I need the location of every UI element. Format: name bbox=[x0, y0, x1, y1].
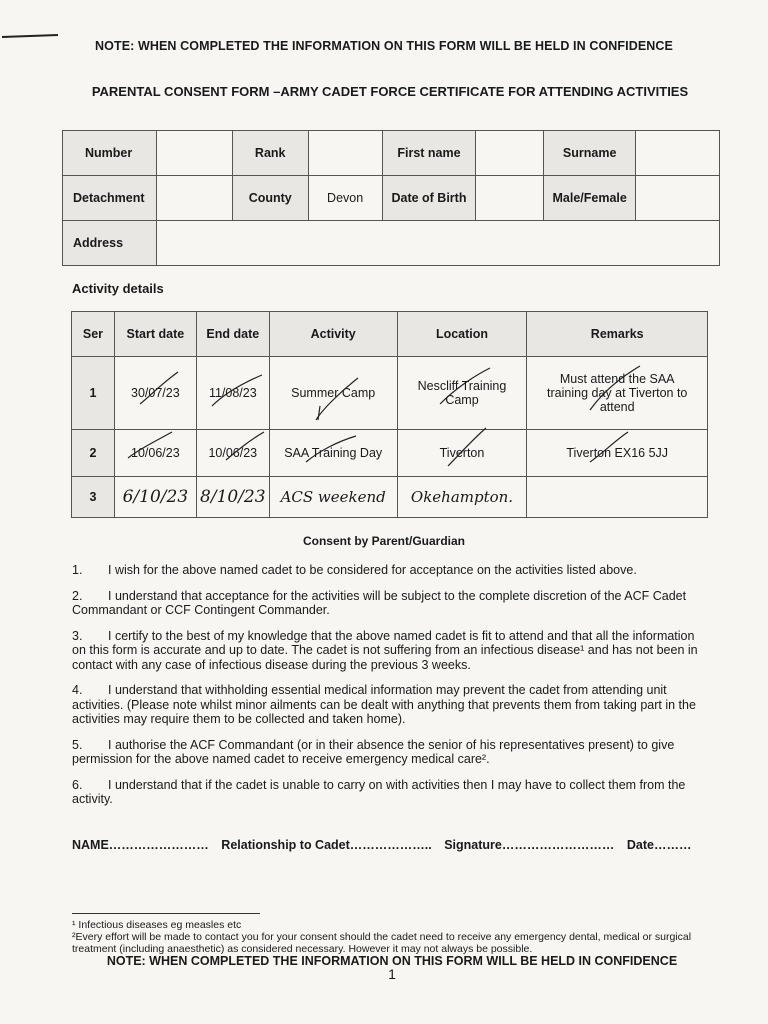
row-remarks[interactable]: Tiverton EX16 5JJ bbox=[527, 430, 708, 477]
clause-number: 2. bbox=[72, 588, 83, 603]
row-activity[interactable]: ACS weekend bbox=[269, 477, 397, 518]
clause-text: I understand that acceptance for the activities will be subject to the complete discretion of the ACF Cadet Commandant or CCF Contingent Commander. bbox=[72, 588, 687, 617]
row-location[interactable]: Okehampton. bbox=[397, 477, 527, 518]
header-start-date: Start date bbox=[114, 312, 196, 357]
rank-field[interactable] bbox=[308, 131, 382, 176]
row-location[interactable]: Nescliff Training Camp bbox=[397, 357, 527, 430]
header-activity: Activity bbox=[269, 312, 397, 357]
scan-mark bbox=[2, 34, 58, 38]
clause-text: I certify to the best of my knowledge that the above named cadet is fit to attend and that all the information on this form is accurate and up to date. The cadet is not suffering from an infectious disease¹ and has not been in contact with any case of infectious disease during the previous 3 weeks. bbox=[72, 628, 698, 672]
clause-number: 5. bbox=[72, 737, 83, 752]
surname-field[interactable] bbox=[636, 131, 720, 176]
header-end-date: End date bbox=[196, 312, 269, 357]
footnote-divider bbox=[72, 913, 260, 914]
address-field[interactable] bbox=[156, 221, 719, 266]
activity-details-heading: Activity details bbox=[72, 281, 164, 296]
sex-field[interactable] bbox=[636, 176, 720, 221]
number-label: Number bbox=[63, 131, 157, 176]
address-label: Address bbox=[63, 221, 157, 266]
header-remarks: Remarks bbox=[527, 312, 708, 357]
row-end-date[interactable]: 10/06/23 bbox=[196, 430, 269, 477]
list-item bbox=[72, 563, 700, 578]
table-row bbox=[72, 430, 708, 477]
relationship-field[interactable]: Relationship to Cadet……………….. bbox=[221, 838, 432, 852]
activity-table bbox=[71, 311, 708, 518]
row-end-date[interactable]: 8/10/23 bbox=[196, 477, 269, 518]
name-field[interactable]: NAME…………………… bbox=[72, 838, 209, 852]
header-ser: Ser bbox=[72, 312, 115, 357]
clause-text: I understand that if the cadet is unable to carry on with activities then I may have to collect them from the activity. bbox=[72, 777, 686, 806]
date-field[interactable]: Date……… bbox=[626, 838, 692, 852]
row-end-date[interactable]: 11/08/23 bbox=[196, 357, 269, 430]
number-field[interactable] bbox=[156, 131, 232, 176]
clause-text: I wish for the above named cadet to be considered for acceptance on the activities listed above. bbox=[108, 563, 637, 577]
header-location: Location bbox=[397, 312, 527, 357]
list-item bbox=[72, 589, 700, 618]
footnote-1: ¹ Infectious diseases eg measles etc bbox=[72, 919, 242, 931]
row-start-date[interactable]: 6/10/23 bbox=[114, 477, 196, 518]
dob-field[interactable] bbox=[476, 176, 544, 221]
list-item bbox=[72, 683, 700, 727]
county-field[interactable]: Devon bbox=[308, 176, 382, 221]
clause-text: I understand that withholding essential medical information may prevent the cadet from attending unit activities. (Please note whilst minor ailments can be dealt with anything that prevents them from taking part in the activities may require them to be collected and taken home). bbox=[72, 683, 696, 726]
row-ser: 2 bbox=[72, 430, 115, 477]
row-remarks[interactable]: Must attend the SAA training day at Tiverton to attend bbox=[527, 357, 708, 430]
consent-heading: Consent by Parent/Guardian bbox=[302, 534, 466, 548]
row-activity[interactable]: Summer Camp bbox=[269, 357, 397, 430]
list-item bbox=[72, 629, 700, 673]
table-row bbox=[72, 477, 708, 518]
clause-number: 3. bbox=[72, 628, 83, 643]
list-item bbox=[72, 778, 700, 807]
footnote-2: ²Every effort will be made to contact you for your consent should the cadet need to receive any emergency dental, medical or surgical treatment (including anaesthetic) as considered necessary. However it may not always be possible. bbox=[72, 931, 692, 955]
surname-label: Surname bbox=[544, 131, 636, 176]
activity-header-row bbox=[72, 312, 708, 357]
row-ser: 3 bbox=[72, 477, 115, 518]
cadet-details-table bbox=[62, 130, 720, 266]
row-remarks[interactable] bbox=[527, 477, 708, 518]
first-name-label: First name bbox=[382, 131, 476, 176]
detachment-field[interactable] bbox=[156, 176, 232, 221]
clause-number: 6. bbox=[72, 777, 83, 792]
list-item bbox=[72, 738, 700, 767]
row-start-date[interactable]: 10/06/23 bbox=[114, 430, 196, 477]
rank-label: Rank bbox=[232, 131, 308, 176]
clause-number: 4. bbox=[72, 683, 83, 697]
consent-clauses bbox=[72, 563, 700, 818]
footnotes bbox=[72, 919, 712, 980]
dob-label: Date of Birth bbox=[382, 176, 476, 221]
signature-line bbox=[72, 838, 700, 852]
clause-number: 1. bbox=[72, 563, 83, 577]
form-title: PARENTAL CONSENT FORM –ARMY CADET FORCE CERTIFICATE FOR ATTENDING ACTIVITIES bbox=[91, 84, 689, 99]
table-row bbox=[72, 357, 708, 430]
header-confidentiality-note: NOTE: WHEN COMPLETED THE INFORMATION ON THIS FORM WILL BE HELD IN CONFIDENCE bbox=[95, 39, 673, 53]
footer-confidentiality-note: NOTE: WHEN COMPLETED THE INFORMATION ON THIS FORM WILL BE HELD IN CONFIDENCE bbox=[106, 954, 678, 968]
row-activity[interactable]: SAA Training Day bbox=[269, 430, 397, 477]
signature-field[interactable]: Signature……………………… bbox=[444, 838, 615, 852]
row-start-date[interactable]: 30/07/23 bbox=[114, 357, 196, 430]
row-location[interactable]: Tiverton bbox=[397, 430, 527, 477]
first-name-field[interactable] bbox=[476, 131, 544, 176]
clause-text: I authorise the ACF Commandant (or in their absence the senior of his representatives present) to give permission for the above named cadet to receive emergency medical care². bbox=[72, 737, 675, 766]
detachment-label: Detachment bbox=[63, 176, 157, 221]
county-label: County bbox=[232, 176, 308, 221]
row-ser: 1 bbox=[72, 357, 115, 430]
page-number: 1 bbox=[388, 966, 396, 982]
sex-label: Male/Female bbox=[544, 176, 636, 221]
